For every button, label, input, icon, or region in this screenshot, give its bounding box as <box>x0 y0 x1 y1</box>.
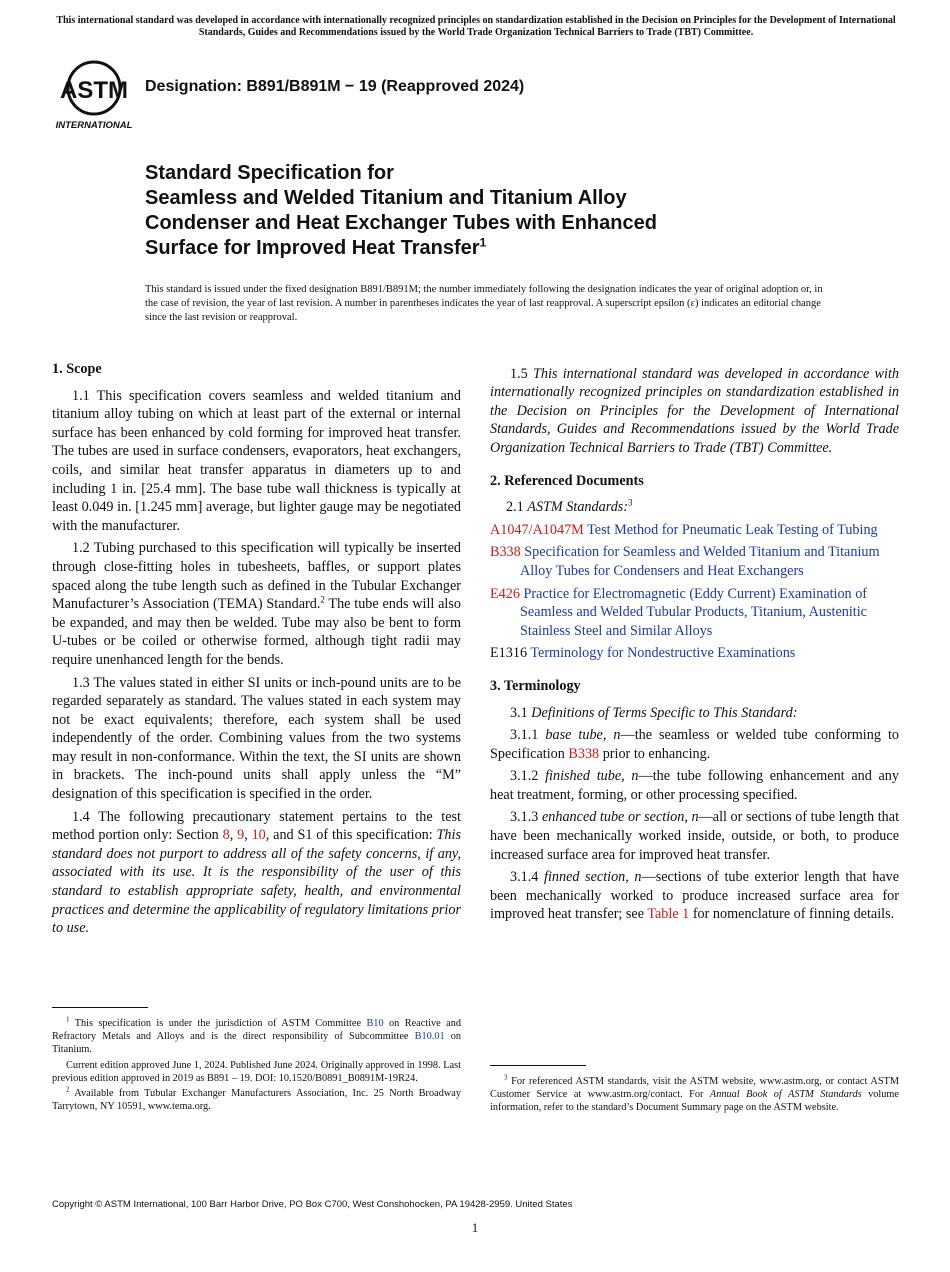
right-column-content <box>490 360 899 928</box>
page-number: 1 <box>471 1220 479 1235</box>
ref-title-b338[interactable]: Specification for Seamless and Welded Titanium and Titanium Alloy Tubes for Condensers and Heat Exchangers <box>520 544 880 579</box>
title-footnote-mark[interactable]: 1 <box>479 235 487 250</box>
astm-logo <box>52 58 136 130</box>
link-b338[interactable]: B338 <box>568 745 600 762</box>
ref-title-e426[interactable]: Practice for Electromagnetic (Eddy Current) Examination of Seamless and Welded Tubular Products, Titanium, Austenitic Stainless Steel and Similar Alloys <box>520 585 868 639</box>
footnote-1: $^1$ This specification is under the jurisdiction of ASTM Committee B10 on Reactive and Refractory Metals and Alloys and is the direct responsibility of Subcommittee B10.01 on Titanium. <box>52 1015 462 1056</box>
term-3-1-4: 3.1.4 finned section, n—sections of tube exterior length that have been mechanically worked to produce increased surface area for improved heat transfer; see Table 1 for nomenclature of finning details. <box>490 869 900 923</box>
term-3-1-3: 3.1.3 enhanced tube or section, n—all or sections of tube length that have been mechanically worked inside, outside, or both, to produce increased surface area for improved heat transfer. <box>490 809 900 863</box>
paragraph-1-1: 1.1 This specification covers seamless and welded titanium and titanium alloy tubing on which at least part of the external or internal surface has been enhanced by cold forming for improved heat transfer. The tubes are used in surface condensers, evaporators, heat exchangers, coils, and similar heat transfer apparatus in diameters up to and including 1 in. [25.4 mm]. The base tube wall thickness is typically at least 0.049 in. [1.245 mm] average, but lighter gauge may be negotiated with the manufacturer. <box>52 387 461 534</box>
ref-code-b338[interactable]: B338 <box>490 544 521 561</box>
section-heading-terminology: 3. Terminology <box>490 677 581 694</box>
term-3-1-2: 3.1.2 finished tube, n—the tube following enhancement and any heat treatment, forming, or other processing specified. <box>490 768 899 803</box>
footnote-3: $^3$ For referenced ASTM standards, visit the ASTM website, www.astm.org, or contact ASTM Customer Service at www.astm.org/contact. For Annual Book of ASTM Standards volume information, refer to the standard’s Document Summary page on the ASTM website. <box>490 1073 899 1114</box>
paragraph-1-3: 1.3 The values stated in either SI units or inch-pound units are to be regarded separately as standard. The values stated in each system may not be exact equivalents; therefore, each system shall be used independently of the order. Combining values from the two systems may result in non-conformance. Within the text, the SI units are shown in brackets. The inch-pound units shall apply unless the “M” designation of this specification is specified in the order. <box>52 674 461 803</box>
section-heading-referenced-documents: 2. Referenced Documents <box>490 472 644 489</box>
link-section-10[interactable]: 10 <box>251 827 266 844</box>
ref-item <box>490 521 899 540</box>
paragraph-1-4: 1.4 The following precautionary statement pertains to the test method portion only: Section 8, 9, 10, and S1 of this specification: This standard does not purport to address all of the safety concerns, if any, associated with its use. It is the responsibility of the user of this standard to establish appropriate safety, health, and environmental practices and determine the applicability of regulatory limitations prior to use. <box>52 808 461 937</box>
link-section-9[interactable]: 9 <box>237 827 245 844</box>
term-3-1-1: 3.1.1 base tube, n—the seamless or welded tube conforming to Specification B338 prior to enhancing. <box>490 727 899 762</box>
paragraph-1-5-text: 1.5 This international standard was developed in accordance with internationally recognized principles on standardization established in the Decision on Principles for the Development of International Standards, Guides and Recommendations issued by the World Trade Organization Technical Barriers to Trade (TBT) Committee. <box>490 365 899 456</box>
copyright-notice: Copyright © ASTM International, 100 Barr Harbor Drive, PO Box C700, West Conshohocken, PA 19428-2959. United States <box>52 1199 573 1210</box>
ref-code-e1316: E1316 <box>490 645 528 662</box>
footnote-rule-right <box>490 1065 586 1066</box>
ref-code-e426[interactable]: E426 <box>490 585 520 602</box>
wto-banner: This international standard was developed in accordance with internationally recognized principles on standardization established in the Decision on Principles for the Development of International Standards, Guides and Recommendations issued by the World Trade Organization Technical Barriers to Trade (TBT) Committee. <box>56 15 896 38</box>
left-column <box>52 360 461 942</box>
astm-standards-intro: 2.1 ASTM Standards:$^3$ <box>506 497 633 516</box>
footnotes-right <box>490 1075 899 1117</box>
section-heading-scope: 1. Scope <box>52 361 102 377</box>
logo-letters: ASTM <box>60 77 128 104</box>
footnotes-left <box>52 1017 461 1115</box>
footnote-rule-left <box>52 1007 148 1008</box>
title-line-3: Condenser and Heat Exchanger Tubes with Enhanced <box>145 212 657 234</box>
link-table-1[interactable]: Table 1 <box>647 906 690 923</box>
link-b10[interactable]: B10 <box>366 1018 384 1029</box>
safety-statement: This standard does not purport to address all of the safety concerns, if any, associated with its use. It is the responsibility of the user of this standard to establish appropriate safety, health, and environmental practices and determine the applicability of regulatory limitations prior to use. <box>52 827 461 937</box>
ref-item <box>490 644 899 663</box>
ref-title-e1316[interactable]: Terminology for Nondestructive Examinations <box>530 645 796 662</box>
ref-item <box>490 585 899 641</box>
title-line-1: Standard Specification for <box>145 162 394 184</box>
term-3-1: 3.1 Definitions of Terms Specific to This Standard: <box>510 704 798 721</box>
title-line-2: Seamless and Welded Titanium and Titanium Alloy <box>145 187 627 209</box>
footnote-2: $^2$ Available from Tubular Exchanger Manufacturers Association, Inc. 25 North Broadway Tarrytown, NY 10591, www.tema.org. <box>52 1085 461 1113</box>
ref-title-a1047[interactable]: Test Method for Pneumatic Leak Testing of Tubing <box>587 521 878 538</box>
document-title <box>145 161 845 261</box>
issued-note: This standard is issued under the fixed designation B891/B891M; the number immediately following the designation indicates the year of original adoption or, in the case of revision, the year of last revision. A number in parentheses indicates the year of last reapproval. A superscript epsilon (ε) indicates an editorial change since the last revision or reapproval. <box>145 284 823 323</box>
footnote-ref-3[interactable]: 3 <box>628 497 633 508</box>
ref-code-a1047[interactable]: A1047/A1047M <box>490 521 584 538</box>
footnote-1-edition: Current edition approved June 1, 2024. Published June 2024. Originally approved in 1998. Last previous edition approved in 2019 as B891 – 19. DOI: 10.1520/B0891_B0891M-19R24. <box>52 1059 461 1084</box>
logo-subtitle: INTERNATIONAL <box>55 120 133 130</box>
title-line-4: Surface for Improved Heat Transfer$^1$ <box>145 235 487 259</box>
link-b10-01[interactable]: B10.01 <box>414 1031 445 1043</box>
paragraph-1-2: 1.2 Tubing purchased to this specification will typically be inserted through close-fitting holes in tubesheets, baffles, or support plates spaced along the tube length such as defined in the Tubular Exchanger Manufacturer’s Association (TEMA) Standard.$^2$ The tube ends will also be expanded, and may then be welded. Tube may also be bent to form U-tubes or be coiled or otherwise formed, although tight radii may require unenhanced length for the bends. <box>52 540 461 668</box>
footnote-ref-2[interactable]: 2 <box>320 594 325 605</box>
ref-item <box>490 543 899 580</box>
link-section-8[interactable]: 8 <box>222 827 230 844</box>
designation: Designation: B891/B891M − 19 (Reapproved 2024) <box>145 78 525 95</box>
